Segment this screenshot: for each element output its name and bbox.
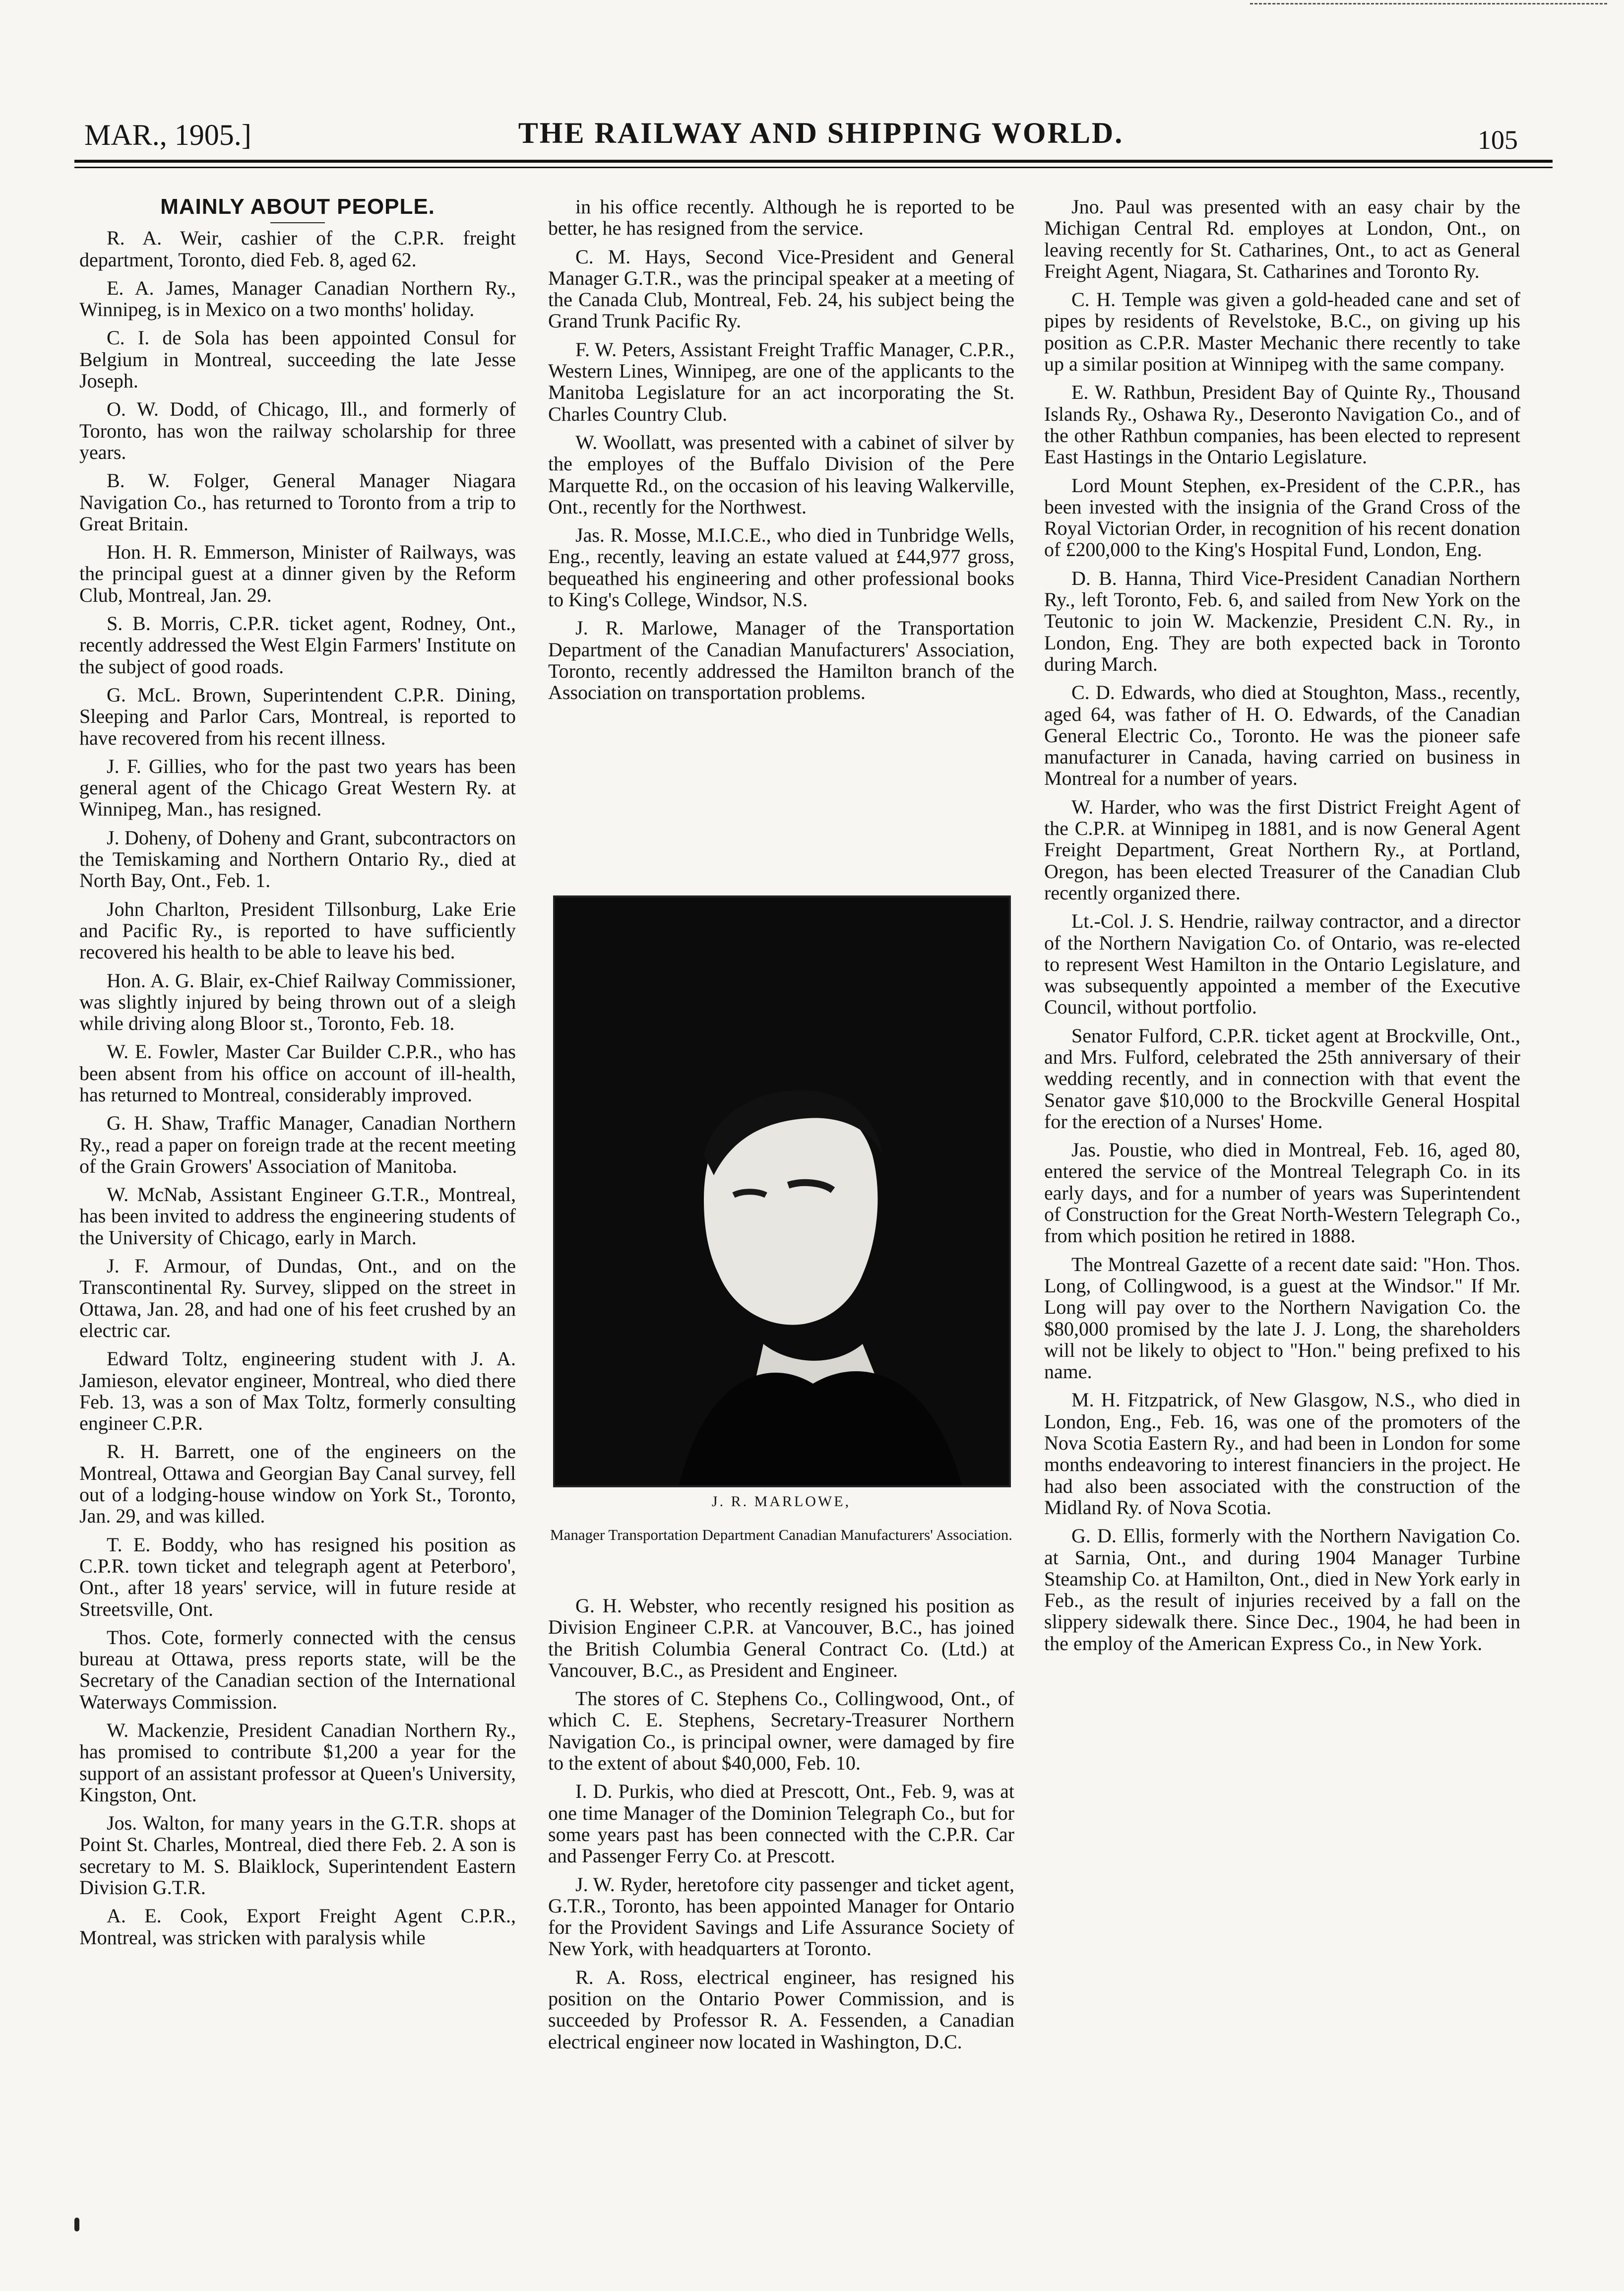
news-paragraph: G. McL. Brown, Superintendent C.P.R. Dining, Sleeping and Parlor Cars, Montreal, is reported to have recovered from his recent illness. — [79, 683, 516, 749]
column-2-top — [548, 196, 1014, 710]
news-paragraph: in his office recently. Although he is reported to be better, he has resigned from the service. — [548, 195, 1014, 240]
news-paragraph: E. W. Rathbun, President Bay of Quinte Ry., Thousand Islands Ry., Oshawa Ry., Deseronto Navigation Co., and of the other Rathbun companies, has been elected to represent East Hastings in the Ontario Legislature. — [1044, 381, 1520, 468]
news-paragraph: W. Woollatt, was presented with a cabinet of silver by the employes of the Buffalo Division of the Pere Marquette Rd., on the occasion of his leaving Walkerville, Ont., recently for the Northwest. — [548, 431, 1014, 518]
margin-mark — [74, 2218, 79, 2231]
news-paragraph: B. W. Folger, General Manager Niagara Navigation Co., has returned to Toronto from a trip to Great Britain. — [79, 469, 516, 535]
news-paragraph: A. E. Cook, Export Freight Agent C.P.R., Montreal, was stricken with paralysis while — [79, 1905, 516, 1949]
column-2-bottom-paragraphs — [548, 1595, 1014, 2052]
column-3-paragraphs — [1044, 196, 1520, 1654]
news-paragraph: M. H. Fitzpatrick, of New Glasgow, N.S., who died in London, Eng., Feb. 16, was one of the promoters of the Nova Scotia Eastern Ry., and had been in London for some months endeavoring to interest financiers in the project. He had also been associated with the construction of the Midland Ry. of Nova Scotia. — [1044, 1389, 1520, 1519]
news-paragraph: W. Mackenzie, President Canadian Northern Ry., has promised to contribute $1,200 a year for the support of an assistant professor at Queen's University, Kingston, Ont. — [79, 1719, 516, 1806]
news-paragraph: Jno. Paul was presented with an easy chair by the Michigan Central Rd. employes at London, Ont., on leaving recently for St. Catharines, Ont., to act as General Freight Agent, Niagara, St. Catharines and Toronto Ry. — [1044, 195, 1520, 282]
title-rule — [270, 222, 325, 223]
news-paragraph: J. F. Armour, of Dundas, Ont., and on the Transcontinental Ry. Survey, slipped on the street in Ottawa, Jan. 28, and had one of his feet crushed by an electric car. — [79, 1255, 516, 1341]
column-2-bottom — [548, 1595, 1014, 2059]
news-paragraph: Hon. A. G. Blair, ex-Chief Railway Commissioner, was slightly injured by being thrown out of a sleigh while driving along Bloor st., Toronto, Feb. 18. — [79, 969, 516, 1035]
news-paragraph: R. H. Barrett, one of the engineers on the Montreal, Ottawa and Georgian Bay Canal survey, fell out of a lodging-house window on York St., Toronto, Jan. 29, and was killed. — [79, 1440, 516, 1527]
section-title: MAINLY ABOUT PEOPLE. — [160, 194, 435, 219]
portrait-image — [555, 897, 1009, 1485]
page-number: 105 — [1478, 125, 1518, 155]
portrait-caption-name: J. R. MARLOWE, — [711, 1493, 851, 1510]
news-paragraph: Lord Mount Stephen, ex-President of the C.P.R., has been invested with the insignia of the Grand Cross of the Royal Victorian Order, in recognition of his recent donation of £200,000 to the King's Hospital Fund, London, Eng. — [1044, 474, 1520, 561]
header-rule-thick — [74, 160, 1553, 163]
news-paragraph: J. W. Ryder, heretofore city passenger and ticket agent, G.T.R., Toronto, has been appointed Manager for Ontario for the Provident Savings and Life Assurance Society of New York, with headquarters at Toronto. — [548, 1873, 1014, 1960]
news-paragraph: Senator Fulford, C.P.R. ticket agent at Brockville, Ont., and Mrs. Fulford, celebrated the 25th anniversary of their wedding recently, and in connection with that event the Senator gave $10,000 to the Brockville General Hospital for the erection of a Nurses' Home. — [1044, 1024, 1520, 1133]
column-2-top-paragraphs — [548, 196, 1014, 703]
news-paragraph: W. Harder, who was the first District Freight Agent of the C.P.R. at Winnipeg in 1881, and is now General Agent Freight Department, Great Northern Ry., at Portland, Oregon, has been elected Treasurer of the Canadian Club recently organized there. — [1044, 795, 1520, 904]
news-paragraph: C. I. de Sola has been appointed Consul for Belgium in Montreal, succeeding the late Jesse Joseph. — [79, 326, 516, 392]
issue-date: MAR., 1905.] — [84, 119, 251, 151]
publication-title: THE RAILWAY AND SHIPPING WORLD. — [518, 117, 1124, 149]
news-paragraph: E. A. James, Manager Canadian Northern Ry., Winnipeg, is in Mexico on a two months' holiday. — [79, 276, 516, 321]
news-paragraph: I. D. Purkis, who died at Prescott, Ont., Feb. 9, was at one time Manager of the Dominion Telegraph Co., but for some years past has been connected with the C.P.R. Car and Passenger Ferry Co. at Prescott. — [548, 1780, 1014, 1867]
news-paragraph: C. H. Temple was given a gold-headed cane and set of pipes by residents of Revelstoke, B.C., on giving up his position as C.P.R. Master Mechanic there recently to take up a similar position at Winnipeg with the same company. — [1044, 288, 1520, 376]
news-paragraph: Hon. H. R. Emmerson, Minister of Railways, was the principal guest at a dinner given by the Reform Club, Montreal, Jan. 29. — [79, 541, 516, 606]
news-paragraph: C. D. Edwards, who died at Stoughton, Mass., recently, aged 64, was father of H. O. Edwards, of the Canadian General Electric Co., Toronto. He was the pioneer safe manufacturer in Canada, having carried on business in Montreal for a number of years. — [1044, 681, 1520, 790]
news-paragraph: Lt.-Col. J. S. Hendrie, railway contractor, and a director of the Northern Navigation Co. of Ontario, was re-elected to represent West Hamilton in the Ontario Legislature, and was subsequently appointed a member of the Executive Council, without portfolio. — [1044, 910, 1520, 1018]
page-header — [79, 113, 1562, 153]
news-paragraph: S. B. Morris, C.P.R. ticket agent, Rodney, Ont., recently addressed the West Elgin Farmers' Institute on the subject of good roads. — [79, 612, 516, 678]
news-paragraph: W. E. Fowler, Master Car Builder C.P.R., who has been absent from his office on account of ill-health, has returned to Montreal, considerably improved. — [79, 1040, 516, 1106]
column-3 — [1044, 196, 1520, 1661]
news-paragraph: Jas. R. Mosse, M.I.C.E., who died in Tunbridge Wells, Eng., recently, leaving an estate valued at £44,977 gross, bequeathed his engineering and other professional books to King's College, Windsor, N.S. — [548, 524, 1014, 611]
news-paragraph: F. W. Peters, Assistant Freight Traffic Manager, C.P.R., Western Lines, Winnipeg, are one of the applicants to the Manitoba Legislature for an act incorporating the St. Charles Country Club. — [548, 338, 1014, 425]
news-paragraph: J. F. Gillies, who for the past two years has been general agent of the Chicago Great Western Ry. at Winnipeg, Man., has resigned. — [79, 755, 516, 821]
news-paragraph: G. H. Shaw, Traffic Manager, Canadian Northern Ry., read a paper on foreign trade at the recent meeting of the Grain Growers' Association of Manitoba. — [79, 1112, 516, 1177]
news-paragraph: The stores of C. Stephens Co., Collingwood, Ont., of which C. E. Stephens, Secretary-Treasurer Northern Navigation Co., is principal owner, were damaged by fire to the extent of about $40,000, Feb. 10. — [548, 1687, 1014, 1775]
news-paragraph: T. E. Boddy, who has resigned his position as C.P.R. town ticket and telegraph agent at Peterboro', Ont., after 18 years' service, will in future reside at Streetsville, Ont. — [79, 1533, 516, 1620]
news-paragraph: Edward Toltz, engineering student with J. A. Jamieson, elevator engineer, Montreal, who died there Feb. 13, was a son of Max Toltz, formerly consulting engineer C.P.R. — [79, 1347, 516, 1435]
news-paragraph: Jas. Poustie, who died in Montreal, Feb. 16, aged 80, entered the service of the Montreal Telegraph Co. in its early days, and for a number of years was Superintendent of Construction for the Great North-Western Telegraph Co., from which position he retired in 1888. — [1044, 1139, 1520, 1247]
news-paragraph: Jos. Walton, for many years in the G.T.R. shops at Point St. Charles, Montreal, died there Feb. 2. A son is secretary to M. S. Blaiklock, Superintendent Eastern Division G.T.R. — [79, 1812, 516, 1899]
news-paragraph: R. A. Ross, electrical engineer, has resigned his position on the Ontario Power Commission, and is succeeded by Professor R. A. Fessenden, a Canadian electrical engineer now located in Washington, D.C. — [548, 1966, 1014, 2053]
top-edge-mark — [1250, 3, 1607, 7]
column-1-paragraphs — [79, 227, 516, 1948]
portrait-caption-description: Manager Transportation Department Canadian Manufacturers' Association. — [550, 1526, 1012, 1543]
news-paragraph: W. McNab, Assistant Engineer G.T.R., Montreal, has been invited to address the engineering students of the University of Chicago, early in March. — [79, 1183, 516, 1249]
portrait-photo — [553, 895, 1011, 1487]
news-paragraph: The Montreal Gazette of a recent date said: "Hon. Thos. Long, of Collingwood, is a guest at the Windsor." If Mr. Long will pay over to the Northern Navigation Co. the $80,000 promised by the late J. J. Long, the shareholders will not be likely to object to "Hon." being prefixed to his name. — [1044, 1253, 1520, 1383]
news-paragraph: C. M. Hays, Second Vice-President and General Manager G.T.R., was the principal speaker at a meeting of the Canada Club, Montreal, Feb. 24, his subject being the Grand Trunk Pacific Ry. — [548, 245, 1014, 332]
news-paragraph: D. B. Hanna, Third Vice-President Canadian Northern Ry., left Toronto, Feb. 6, and sailed from New York on the Teutonic to join W. Mackenzie, President C.N. Ry., in London, Eng. They are both expected back in Toronto during March. — [1044, 567, 1520, 675]
news-paragraph: J. Doheny, of Doheny and Grant, subcontractors on the Temiskaming and Northern Ontario Ry., died at North Bay, Ont., Feb. 1. — [79, 826, 516, 892]
news-paragraph: G. H. Webster, who recently resigned his position as Division Engineer C.P.R. at Vancouver, B.C., has joined the British Columbia General Contract Co. (Ltd.) at Vancouver, B.C., as President and Engineer. — [548, 1594, 1014, 1681]
news-paragraph: G. D. Ellis, formerly with the Northern Navigation Co. at Sarnia, Ont., and during 1904 Manager Turbine Steamship Co. at Hamilton, Ont., died in New York early in Feb., as the result of injuries received by a fall on the slippery sidewalk there. Since Dec., 1904, he had been in the employ of the American Express Co., in New York. — [1044, 1525, 1520, 1655]
header-rule-thin — [74, 167, 1553, 168]
news-paragraph: O. W. Dodd, of Chicago, Ill., and formerly of Toronto, has won the railway scholarship for three years. — [79, 398, 516, 463]
news-paragraph: Thos. Cote, formerly connected with the census bureau at Ottawa, press reports state, will be the Secretary of the Canadian section of the International Waterways Commission. — [79, 1626, 516, 1713]
news-paragraph: R. A. Weir, cashier of the C.P.R. freight department, Toronto, died Feb. 8, aged 62. — [79, 227, 516, 271]
column-1 — [79, 196, 516, 1955]
news-paragraph: J. R. Marlowe, Manager of the Transportation Department of the Canadian Manufacturers' Association, Toronto, recently addressed the Hamilton branch of the Association on transportation problems. — [548, 617, 1014, 704]
news-paragraph: John Charlton, President Tillsonburg, Lake Erie and Pacific Ry., is reported to have sufficiently recovered his health to be able to leave his bed. — [79, 897, 516, 963]
